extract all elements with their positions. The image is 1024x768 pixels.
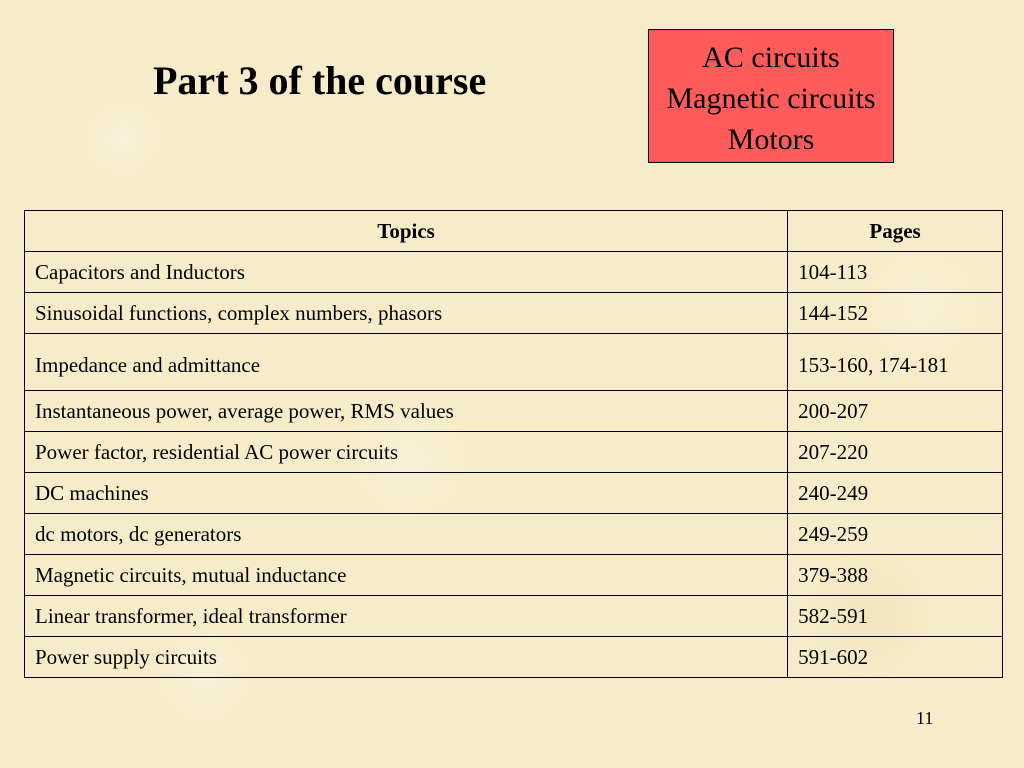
table-row [25,596,1003,637]
topic-cell: Linear transformer, ideal transformer [25,596,788,637]
table-row [25,432,1003,473]
table-row [25,293,1003,334]
table-row [25,473,1003,514]
table-row [25,391,1003,432]
pages-cell: 207-220 [788,432,1003,473]
topics-table [24,210,1003,678]
pages-cell: 200-207 [788,391,1003,432]
slide-page-number: 11 [916,708,934,728]
table-row [25,514,1003,555]
topic-cell: Sinusoidal functions, complex numbers, phasors [25,293,788,334]
pages-cell: 153-160, 174-181 [788,334,1003,391]
topic-cell: Magnetic circuits, mutual inductance [25,555,788,596]
table-header-row [25,211,1003,252]
pages-cell: 240-249 [788,473,1003,514]
header-pages: Pages [788,211,1003,252]
pages-cell: 104-113 [788,252,1003,293]
summary-line-magnetic-circuits: Magnetic circuits [666,82,876,115]
slide-title: Part 3 of the course [153,58,487,103]
pages-cell: 144-152 [788,293,1003,334]
table-row [25,637,1003,678]
topic-cell: Power supply circuits [25,637,788,678]
pages-cell: 582-591 [788,596,1003,637]
topic-cell: Capacitors and Inductors [25,252,788,293]
topic-cell: Power factor, residential AC power circuits [25,432,788,473]
pages-cell: 591-602 [788,637,1003,678]
topic-cell: dc motors, dc generators [25,514,788,555]
summary-line-motors: Motors [727,123,815,156]
pages-cell: 379-388 [788,555,1003,596]
table-row [25,555,1003,596]
topic-summary-box [648,29,894,163]
pages-cell: 249-259 [788,514,1003,555]
header-topics: Topics [25,211,788,252]
topic-cell: Instantaneous power, average power, RMS values [25,391,788,432]
topic-cell: DC machines [25,473,788,514]
table-row [25,334,1003,391]
table-row [25,252,1003,293]
topic-cell: Impedance and admittance [25,334,788,391]
summary-line-ac-circuits: AC circuits [702,41,840,74]
